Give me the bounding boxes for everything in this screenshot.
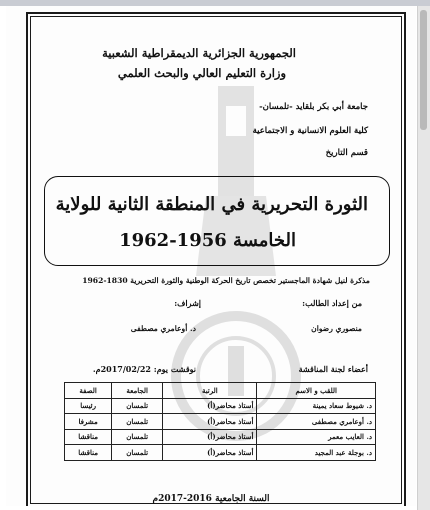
scrollbar-thumb[interactable] — [420, 10, 427, 130]
table-row — [65, 429, 376, 445]
jury-role: مناقشا — [65, 429, 112, 445]
jury-university: تلمسان — [112, 429, 163, 445]
jury-name: د. أوعامري مصطفى — [257, 414, 376, 430]
jury-name: د. بوجلة عبد المجيد — [257, 445, 376, 461]
jury-university: تلمسان — [112, 398, 163, 414]
col-header-name: اللقب و الاسم — [257, 383, 376, 399]
student-name: منصوري رضوان — [311, 324, 362, 333]
jury-rank: أستاذ محاضر(أ) — [163, 429, 257, 445]
supervisor-name: د. أوعامري مصطفى — [130, 324, 196, 333]
jury-rank: أستاذ محاضر(أ) — [163, 445, 257, 461]
col-header-rank: الرتبة — [163, 383, 257, 399]
prepared-by-label: من إعداد الطالب: — [302, 298, 362, 308]
table-row — [65, 445, 376, 461]
supervisor-label: إشراف: — [174, 298, 201, 308]
jury-rank: أستاذ محاضر(أ) — [163, 414, 257, 430]
jury-university: تلمسان — [112, 414, 163, 430]
jury-name: د. العايب معمر — [257, 429, 376, 445]
ministry-header: وزارة التعليم العالي والبحث العلمي — [117, 66, 286, 80]
thesis-title-line1: الثورة التحريرية في المنطقة الثانية للولاية — [55, 194, 368, 215]
jury-header-row — [65, 383, 376, 399]
table-row — [65, 414, 376, 430]
jury-rank: أستاذ محاضر(أ) — [163, 398, 257, 414]
memo-description: مذكرة لنيل شهادة الماجستير تخصص تاريخ الحركة الوطنية والثورة التحريرية 1830-1962 — [82, 276, 370, 285]
defense-date: نوقشت يوم: 2017/02/22م. — [92, 364, 196, 374]
faculty-name: كلية العلوم الانسانية و الاجتماعية — [252, 126, 368, 136]
jury-role: رئيسا — [65, 398, 112, 414]
academic-year: السنة الجامعية 2016-2017م — [152, 494, 270, 504]
jury-name: د. شيوط سعاد يمينة — [257, 398, 376, 414]
department-name: قسم التاريخ — [325, 148, 368, 158]
jury-university: تلمسان — [112, 445, 163, 461]
jury-table — [64, 382, 376, 461]
col-header-university: الجامعة — [112, 383, 163, 399]
university-name: جامعة أبي بكر بلقايد -تلمسان- — [259, 102, 368, 112]
col-header-role: الصفة — [65, 383, 112, 399]
table-row — [65, 398, 376, 414]
jury-role: مناقشا — [65, 445, 112, 461]
vertical-scrollbar[interactable] — [417, 6, 430, 510]
document-page — [6, 6, 416, 506]
jury-role: مشرفا — [65, 414, 112, 430]
republic-header: الجمهورية الجزائرية الديمقراطية الشعبية — [102, 46, 296, 60]
title-frame — [44, 176, 390, 266]
thesis-title-line2: الخامسة 1956-1962 — [119, 230, 296, 251]
committee-label: أعضاء لجنة المناقشة — [298, 364, 368, 374]
